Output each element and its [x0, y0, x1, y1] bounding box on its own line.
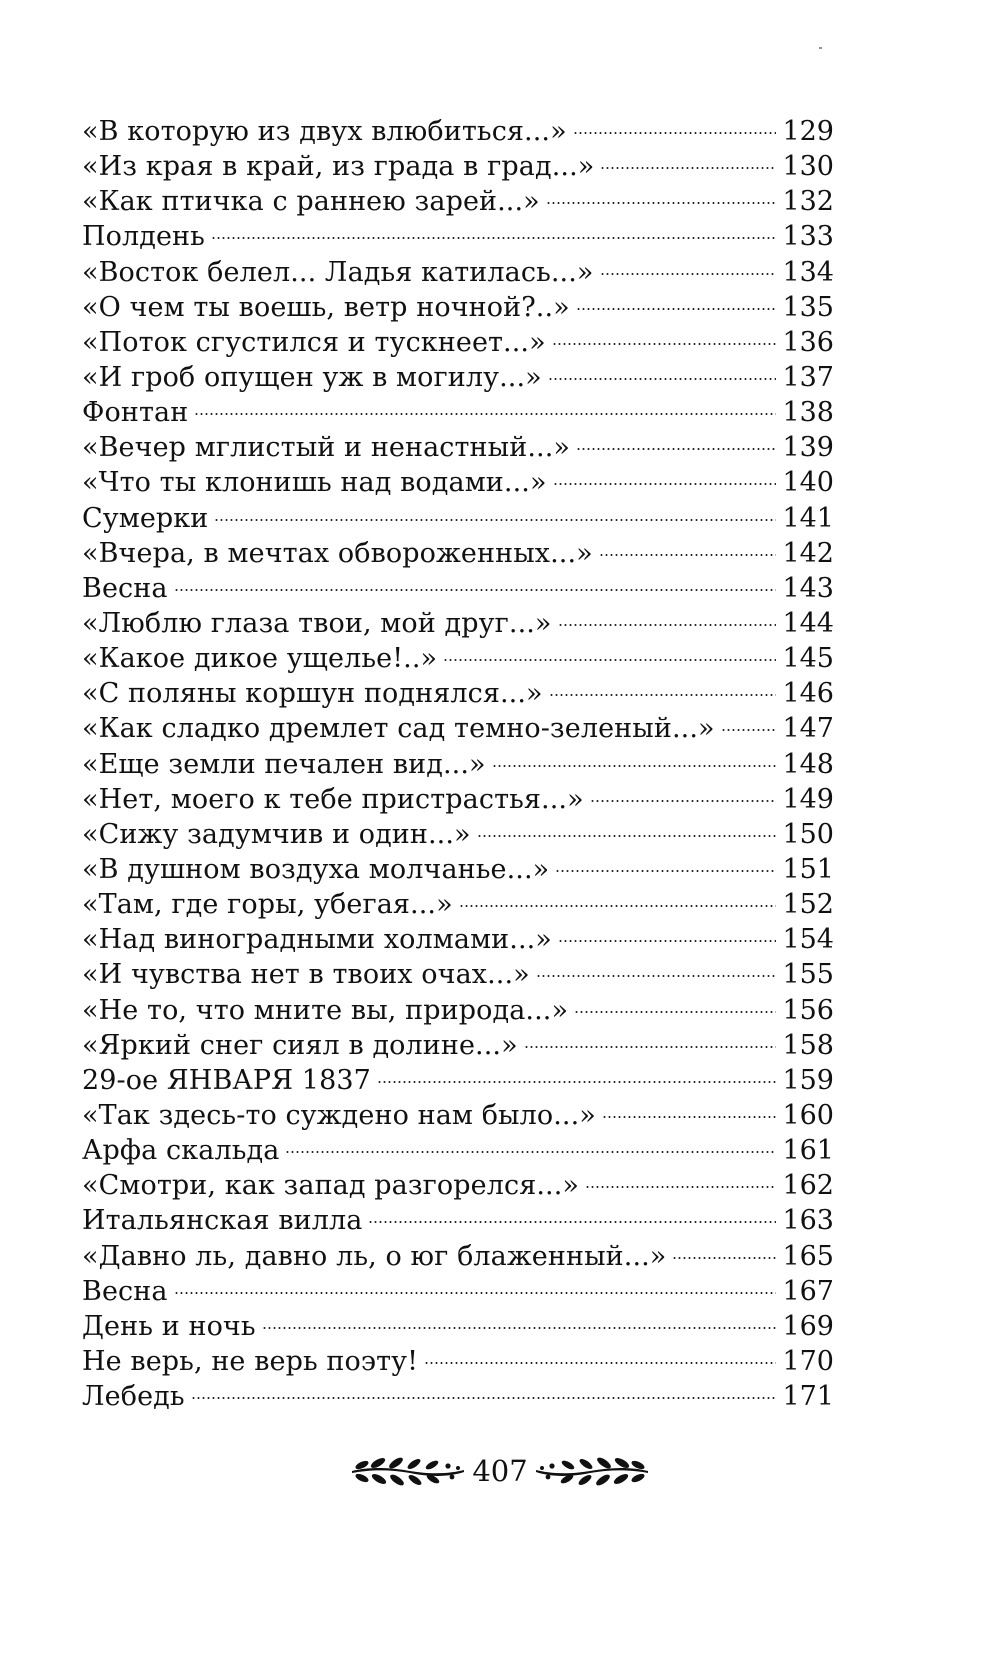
dot-leader — [574, 1011, 776, 1013]
toc-entry — [82, 606, 834, 641]
toc-entry-title: «С поляны коршун поднялся...» — [82, 678, 543, 710]
toc-entry-page: 165 — [782, 1240, 834, 1272]
toc-entry-title: «Там, где горы, убегая...» — [82, 889, 453, 921]
toc-entry — [82, 536, 834, 571]
dot-leader — [600, 167, 776, 169]
toc-entry-title: «Вчера, в мечтах обвороженных...» — [82, 537, 593, 569]
dot-leader — [590, 800, 776, 802]
toc-entry-title: Не верь, не верь поэту! — [82, 1345, 419, 1377]
page-footer — [0, 1446, 1000, 1496]
toc-entry-page: 144 — [782, 607, 834, 639]
toc-entry — [82, 993, 834, 1028]
toc-entry-page: 170 — [782, 1345, 834, 1377]
dot-leader — [558, 624, 776, 626]
toc-entry-page: 139 — [782, 432, 834, 464]
toc-entry-title: «Сижу задумчив и один...» — [82, 818, 471, 850]
toc-entry-page: 147 — [782, 713, 834, 745]
toc-entry-page: 132 — [782, 186, 834, 218]
toc-entry-title: Арфа скальда — [82, 1135, 280, 1167]
toc-entry — [82, 1028, 834, 1063]
toc-entry-title: Весна — [82, 1275, 168, 1307]
laurel-right-icon — [532, 1452, 652, 1490]
toc-entry — [82, 325, 834, 360]
toc-entry-page: 169 — [782, 1310, 834, 1342]
toc-entry-title: Сумерки — [82, 502, 209, 534]
toc-entry — [82, 184, 834, 219]
toc-entry-title: «В которую из двух влюбиться...» — [82, 116, 567, 147]
toc-entry — [82, 1098, 834, 1133]
dot-leader — [721, 729, 776, 731]
table-of-contents — [82, 114, 834, 1414]
dot-leader — [546, 202, 776, 204]
toc-entry — [82, 922, 834, 957]
dot-leader — [672, 1257, 776, 1259]
toc-entry-page: 142 — [782, 537, 834, 569]
laurel-left-icon — [348, 1452, 468, 1490]
toc-entry-title: «Яркий снег сиял в долине...» — [82, 1029, 518, 1061]
toc-entry — [82, 1309, 834, 1344]
dot-leader — [524, 1046, 776, 1048]
dot-leader — [555, 870, 776, 872]
toc-entry — [82, 395, 834, 430]
toc-entry-page: 130 — [782, 151, 834, 183]
toc-entry-title: «Над виноградными холмами...» — [82, 924, 552, 956]
toc-entry-title: «Какое дикое ущелье!..» — [82, 643, 438, 675]
toc-entry — [82, 571, 834, 606]
dot-leader — [573, 132, 776, 134]
dot-leader — [174, 589, 776, 591]
toc-entry-page: 156 — [782, 994, 834, 1026]
toc-entry — [82, 1133, 834, 1168]
toc-entry-page: 152 — [782, 889, 834, 921]
toc-entry-page: 150 — [782, 818, 834, 850]
toc-entry — [82, 676, 834, 711]
toc-entry-page: 155 — [782, 959, 834, 991]
toc-entry-title: Весна — [82, 572, 168, 604]
dot-leader — [477, 835, 776, 837]
scan-speck — [819, 47, 822, 49]
dot-leader — [262, 1327, 776, 1329]
toc-entry-page: 134 — [782, 256, 834, 288]
toc-entry-page: 159 — [782, 1064, 834, 1096]
toc-entry-title: «Нет, моего к тебе пристрастья...» — [82, 783, 584, 815]
dot-leader — [174, 1292, 776, 1294]
dot-leader — [211, 237, 776, 239]
toc-entry-page: 137 — [782, 361, 834, 393]
toc-entry-title: «Люблю глаза твои, мой друг...» — [82, 607, 552, 639]
toc-entry-title: «В душном воздуха молчанье...» — [82, 853, 550, 885]
toc-entry-page: 171 — [782, 1381, 834, 1413]
toc-entry — [82, 255, 834, 290]
dot-leader — [424, 1362, 776, 1364]
dot-leader — [558, 940, 776, 942]
toc-entry-page: 140 — [782, 467, 834, 499]
dot-leader — [191, 1397, 776, 1399]
toc-entry-title: «Смотри, как запад разгорелся...» — [82, 1170, 580, 1202]
toc-entry — [82, 114, 834, 149]
toc-entry-page: 133 — [782, 221, 834, 253]
dot-leader — [536, 975, 776, 977]
dot-leader — [599, 554, 776, 556]
dot-leader — [576, 308, 776, 310]
toc-entry — [82, 711, 834, 746]
dot-leader — [459, 905, 776, 907]
toc-entry-title: Итальянская вилла — [82, 1205, 363, 1237]
toc-entry-title: «О чем ты воешь, ветр ночной?..» — [82, 291, 570, 323]
toc-entry — [82, 817, 834, 852]
dot-leader — [214, 519, 776, 521]
toc-entry — [82, 1274, 834, 1309]
toc-entry — [82, 887, 834, 922]
toc-entry-title: «Так здесь-то суждено нам было...» — [82, 1099, 596, 1131]
toc-entry — [82, 852, 834, 887]
dot-leader — [585, 1186, 776, 1188]
toc-entry-page: 129 — [782, 116, 834, 147]
toc-entry-page: 154 — [782, 924, 834, 956]
toc-entry-title: «Вечер мглистый и ненастный...» — [82, 432, 571, 464]
dot-leader — [553, 483, 776, 485]
toc-entry-page: 135 — [782, 291, 834, 323]
toc-entry-title: «Как птичка с раннею зарей...» — [82, 186, 540, 218]
dot-leader — [492, 765, 776, 767]
dot-leader — [600, 273, 776, 275]
toc-entry-page: 148 — [782, 748, 834, 780]
toc-entry — [82, 430, 834, 465]
dot-leader — [285, 1151, 776, 1153]
toc-entry — [82, 1203, 834, 1238]
toc-entry-title: Фонтан — [82, 397, 189, 429]
toc-entry — [82, 290, 834, 325]
toc-entry-page: 167 — [782, 1275, 834, 1307]
toc-entry — [82, 149, 834, 184]
toc-entry-title: «Поток сгустился и тускнеет...» — [82, 326, 546, 358]
dot-leader — [548, 378, 776, 380]
toc-entry-title: Полдень — [82, 221, 205, 253]
toc-entry-page: 141 — [782, 502, 834, 534]
toc-entry — [82, 1379, 834, 1414]
toc-entry-page: 162 — [782, 1170, 834, 1202]
toc-entry — [82, 957, 834, 992]
toc-entry-page: 160 — [782, 1099, 834, 1131]
dot-leader — [552, 343, 776, 345]
toc-entry-title: «Восток белел... Ладья катилась...» — [82, 256, 594, 288]
toc-entry-page: 145 — [782, 643, 834, 675]
toc-entry — [82, 1168, 834, 1203]
dot-leader — [368, 1221, 776, 1223]
toc-entry-title: «Давно ль, давно ль, о юг блаженный...» — [82, 1240, 667, 1272]
toc-entry — [82, 501, 834, 536]
page-number: 407 — [472, 1454, 528, 1488]
toc-entry-page: 149 — [782, 783, 834, 815]
toc-entry-page: 138 — [782, 397, 834, 429]
toc-entry-page: 163 — [782, 1205, 834, 1237]
toc-entry-page: 136 — [782, 326, 834, 358]
toc-entry — [82, 782, 834, 817]
toc-entry-page: 161 — [782, 1135, 834, 1167]
toc-entry — [82, 1239, 834, 1274]
toc-entry-title: «Что ты клонишь над водами...» — [82, 467, 547, 499]
toc-entry — [82, 1344, 834, 1379]
toc-entry — [82, 465, 834, 500]
toc-entry-page: 143 — [782, 572, 834, 604]
toc-entry-title: «Как сладко дремлет сад темно-зеленый...» — [82, 713, 715, 745]
toc-entry-title: Лебедь — [82, 1381, 185, 1413]
toc-entry — [82, 747, 834, 782]
toc-entry — [82, 641, 834, 676]
toc-entry-page: 158 — [782, 1029, 834, 1061]
dot-leader — [194, 413, 776, 415]
toc-entry-title: «Не то, что мните вы, природа...» — [82, 994, 569, 1026]
toc-entry-title: 29-ое ЯНВАРЯ 1837 — [82, 1064, 371, 1096]
toc-entry-title: «Из края в край, из града в град...» — [82, 151, 595, 183]
dot-leader — [576, 448, 776, 450]
dot-leader — [602, 1116, 776, 1118]
dot-leader — [549, 694, 776, 696]
dot-leader — [443, 659, 776, 661]
toc-entry-title: «И чувства нет в твоих очах...» — [82, 959, 530, 991]
toc-entry — [82, 1063, 834, 1098]
dot-leader — [377, 1081, 776, 1083]
toc-entry-page: 146 — [782, 678, 834, 710]
toc-entry-page: 151 — [782, 853, 834, 885]
toc-entry-title: «Еще земли печален вид...» — [82, 748, 486, 780]
toc-entry-title: День и ночь — [82, 1310, 256, 1342]
toc-entry — [82, 219, 834, 254]
toc-entry — [82, 360, 834, 395]
toc-entry-title: «И гроб опущен уж в могилу...» — [82, 361, 542, 393]
